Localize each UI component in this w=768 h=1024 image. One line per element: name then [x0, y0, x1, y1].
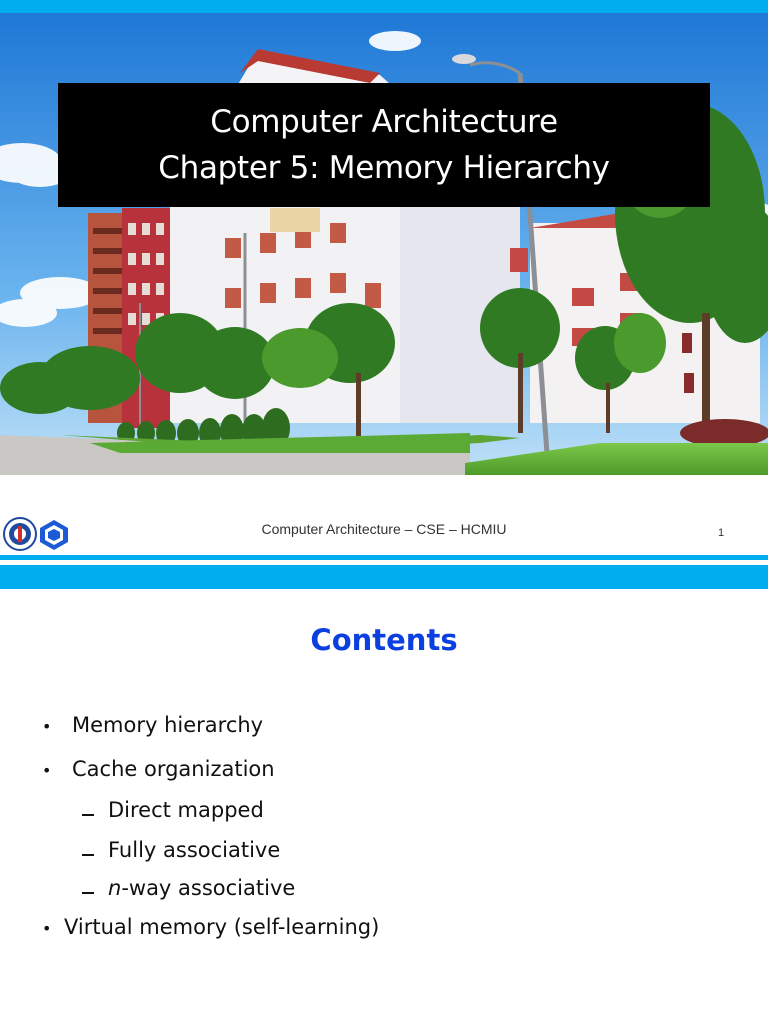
dash-icon	[82, 854, 94, 856]
list-item-cache-organization: Cache organization	[72, 757, 275, 781]
footer-accent-bar	[0, 555, 768, 560]
contents-heading: Contents	[310, 623, 458, 657]
n-way-label: -way associative	[121, 876, 296, 900]
list-item-virtual-memory: Virtual memory (self-learning)	[64, 915, 380, 939]
bullet-icon: •	[42, 919, 52, 938]
contents-slide	[0, 565, 768, 1024]
top-accent-bar	[0, 0, 768, 13]
chapter-title: Chapter 5: Memory Hierarchy	[158, 150, 610, 186]
n-variable: n	[108, 876, 122, 900]
list-item-memory-hierarchy: Memory hierarchy	[72, 713, 264, 737]
footer-course-label: Computer Architecture – CSE – HCMIU	[261, 521, 507, 537]
slide-number: 1	[718, 527, 725, 539]
bullet-icon: •	[42, 717, 52, 736]
dash-icon	[82, 892, 94, 894]
title-box	[58, 83, 710, 207]
slide-footer	[0, 505, 768, 555]
list-item-direct-mapped: Direct mapped	[108, 798, 264, 822]
top-accent-bar	[0, 565, 768, 589]
course-title: Computer Architecture	[210, 104, 558, 140]
dash-icon	[82, 814, 94, 816]
bullet-icon: •	[42, 761, 52, 780]
list-item-fully-associative: Fully associative	[108, 838, 281, 862]
list-item-n-way-associative	[108, 876, 295, 900]
